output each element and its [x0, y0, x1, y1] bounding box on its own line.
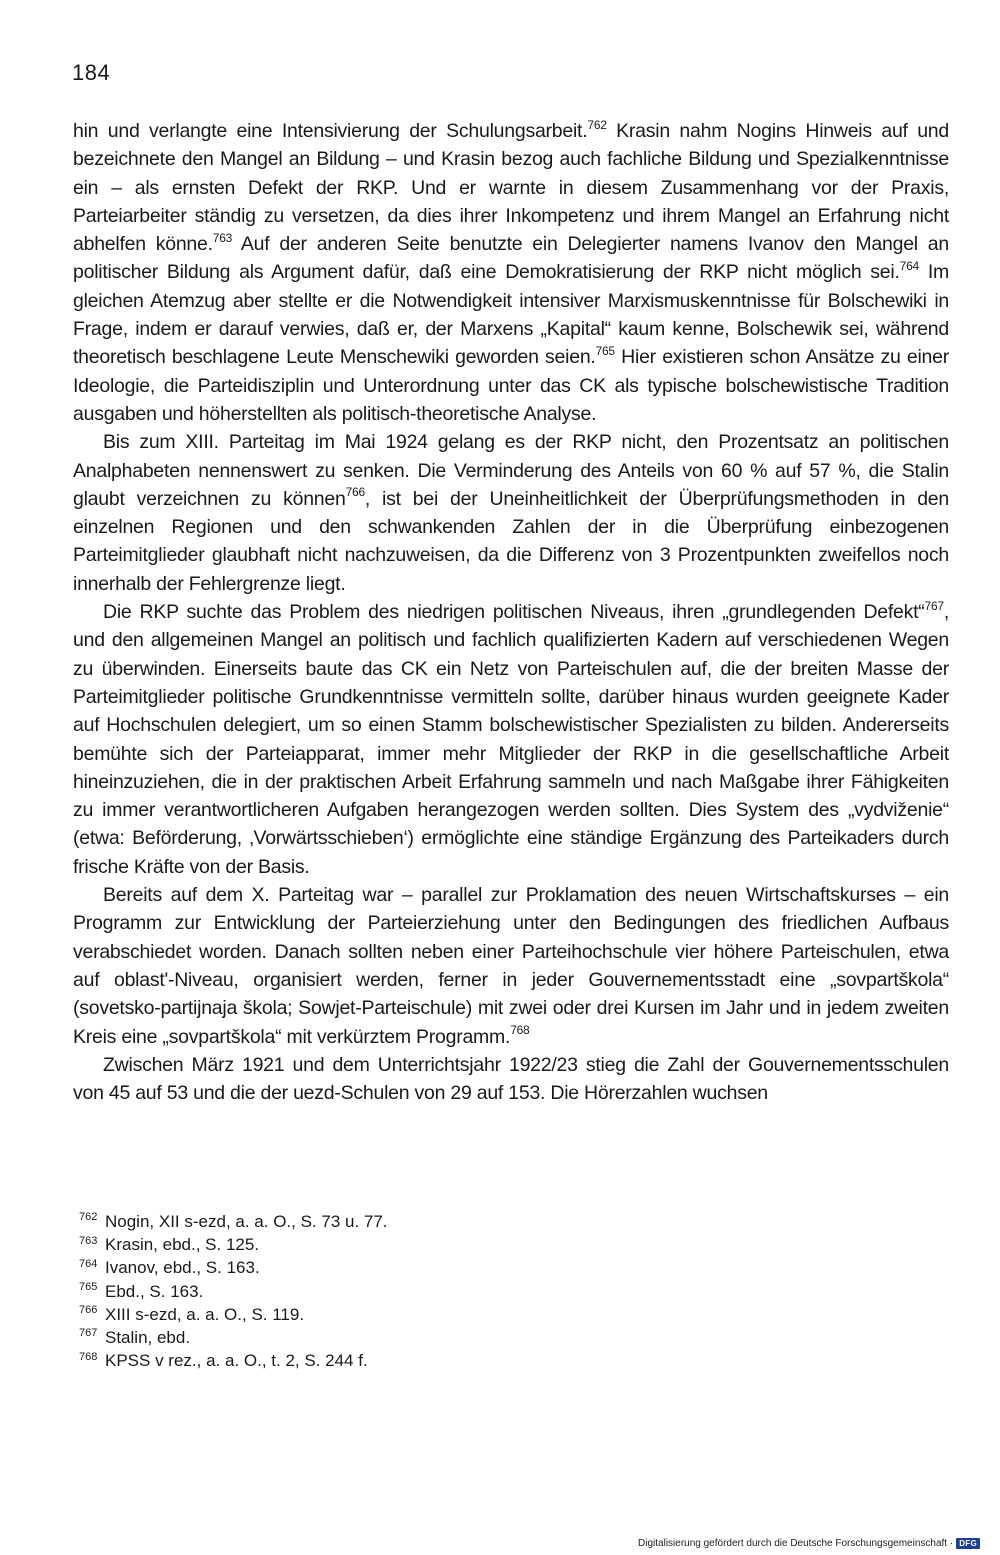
paragraph-text: Bereits auf dem X. Parteitag war – parallel zur Proklamation des neuen Wirtschaftskurses – ein Programm zur Entwicklung der Parteierziehung unter den Bedingungen des friedlichen Aufbaus verabschiedet worden. Danach sollten neben einer Parteihochschule vier höhere Parteischulen, etwa auf oblast'-Niveau, organisiert werden, ferner in jeder Gouvernementsstadt eine „sovpartškola“ (sovetsko-partijnaja škola; Sowjet-Parteischule) mit zwei oder drei Kursen im Jahr und in jedem zweiten Kreis eine „sovpartškola“ mit verkürztem Programm. [73, 884, 949, 1048]
footnote-reference: 768 [510, 1023, 530, 1037]
footnotes [79, 1210, 679, 1372]
footnote-text: XIII s-ezd, a. a. O., S. 119. [105, 1304, 305, 1324]
footnote: 763 Krasin, ebd., S. 125. [79, 1234, 260, 1255]
paragraph [73, 1051, 949, 1108]
credit-text: Digitalisierung gefördert durch die Deutsche Forschungsgemeinschaft · [638, 1538, 954, 1549]
paragraph-text: Zwischen März 1921 und dem Unterrichtsjahr 1922/23 stieg die Zahl der Gouvernementsschulen von 45 auf 53 und die der uezd-Schulen von 29 auf 153. Die Hörerzahlen wuchsen [73, 1053, 949, 1105]
paragraph-text: Auf der anderen Seite benutzte ein Delegierter namens Ivanov den Mangel an politischer Bildung als Argument dafür, daß eine Demokratisierung der RKP nicht möglich sei. [73, 233, 949, 284]
footnote: 767 Stalin, ebd. [79, 1327, 191, 1348]
footnote-reference: 762 [587, 117, 607, 132]
footnote-reference: 767 [924, 598, 944, 613]
body-text [73, 117, 949, 1107]
footnote-reference: 763 [212, 230, 233, 245]
paragraph [73, 428, 949, 598]
paragraph-text: Bis zum XIII. Parteitag im Mai 1924 gelang es der RKP nicht, den Prozentsatz an politischen Analphabeten nennenswert zu senken. Die Verminderung des Anteils von 60 % auf 57 %, die Stalin glaubt verzeichnen zu können [73, 431, 949, 510]
footnote: 764 Ivanov, ebd., S. 163. [79, 1257, 260, 1278]
paragraph [73, 881, 949, 1051]
paragraph-text: Die RKP suchte das Problem des niedrigen politischen Niveaus, ihren „grundlegenden Defekt“ [103, 601, 925, 624]
footnote-text: Ivanov, ebd., S. 163. [105, 1258, 260, 1278]
dfg-logo-icon: DFG [956, 1538, 980, 1549]
paragraph [73, 117, 949, 428]
paragraph-text: Hier existieren schon Ansätze zu einer Ideologie, die Parteidisziplin und Unterordnung unter das CK als typische bolschewistische Tradition ausgaben und höherstellten als politisch-theoretische Analyse. [73, 346, 949, 425]
footnote-text: Ebd., S. 163. [105, 1281, 204, 1301]
footnote-reference: 764 [899, 258, 919, 273]
paragraph-text: , und den allgemeinen Mangel an politisch und fachlich qualifizierten Kadern auf verschiedenen Wegen zu überwinden. Einerseits baute das CK ein Netz von Parteischulen auf, die der breiten Masse der Parteimitglieder politische Grundkenntnisse vermitteln sollte, darüber hinaus wurden geeignete Kader auf Hochschulen delegiert, um so einen Stamm bolschewistischer Spezialisten zu bilden. Andererseits bemühte sich der Parteiapparat, immer mehr Mitglieder der RKP in die gesellschaftliche Arbeit hineinzuziehen, die in der praktischen Arbeit Erfahrung sammeln und nach Maßgabe ihrer Fähigkeiten zu immer verantwortlicheren Aufgaben herangezogen werden sollten. Dies System des „vydviženie“ (etwa: Beförderung, ‚Vorwärtsschieben‘) ermöglichte eine ständige Ergänzung des Parteikaders durch frische Kräfte von der Basis. [73, 601, 949, 878]
paragraph-text: hin und verlangte eine Intensivierung der Schulungsarbeit. [73, 120, 588, 142]
digitization-credit [638, 1538, 980, 1549]
footnote-text: Nogin, XII s-ezd, a. a. O., S. 73 u. 77. [105, 1212, 388, 1231]
paragraph-text: Krasin nahm Nogins Hinweis auf und bezeichnete den Mangel an Bildung – und Krasin bezog auch fachliche Bildung und Spezialkenntnisse ein – als ernsten Defekt der RKP. Und er warnte in diesem Zusammenhang vor der Praxis, Parteiarbeiter ständig zu versetzen, da dies ihrer Inkompetenz und ihrem Mangel an Erfahrung nicht abhelfen könne. [73, 120, 949, 256]
footnote: 765 Ebd., S. 163. [79, 1280, 204, 1301]
footnote-reference: 766 [345, 485, 365, 500]
paragraph [73, 598, 949, 881]
footnote-text: KPSS v rez., a. a. O., t. 2, S. 244 f. [105, 1351, 368, 1371]
paragraph-text: Im gleichen Atemzug aber stellte er die Notwendigkeit intensiver Marxismuskenntnisse für Bolschewiki in Frage, indem er darauf verwies, daß er, der Marxens „Kapital“ kaum kenne, Bolschewik sei, während theoretisch beschlagene Leute Menschewiki geworden seien. [73, 261, 949, 369]
footnote: 768 KPSS v rez., a. a. O., t. 2, S. 244 f. [79, 1350, 368, 1371]
footnote-text: Stalin, ebd. [105, 1328, 191, 1348]
footnote: 766 XIII s-ezd, a. a. O., S. 119. [79, 1304, 305, 1324]
footnote-reference: 765 [595, 343, 615, 358]
footnote-text: Krasin, ebd., S. 125. [105, 1235, 260, 1255]
paragraph-text: , ist bei der Uneinheitlichkeit der Überprüfungsmethoden in den einzelnen Regionen und den schwankenden Zahlen der in die Überprüfung einbezogenen Parteimitglieder glaubhaft nicht nachzuweisen, da die Differenz von 3 Prozentpunkten zweifellos noch innerhalb der Fehlergrenze liegt. [73, 487, 949, 595]
page-number: 184 [72, 60, 111, 85]
footnote: 762 Nogin, XII s-ezd, a. a. O., S. 73 u. 77. [79, 1211, 388, 1231]
